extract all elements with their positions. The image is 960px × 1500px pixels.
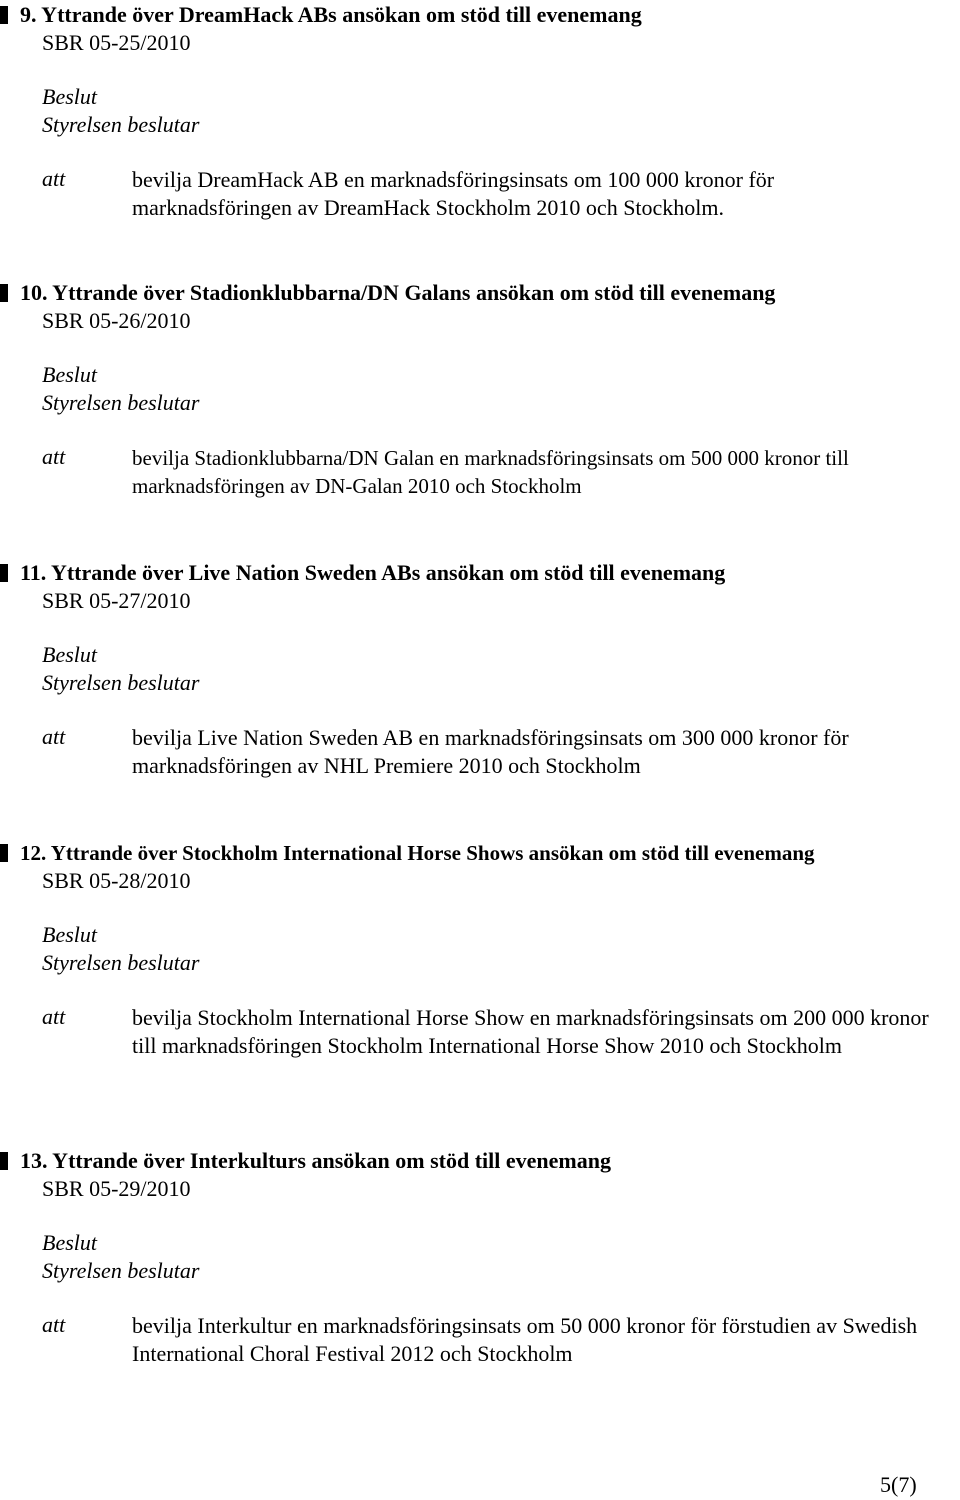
- board-decides-label: Styrelsen beslutar: [42, 1258, 200, 1283]
- decision-text: bevilja Live Nation Sweden AB en marknadsföringsinsats om 300 000 kronor för marknadsföringen av NHL Premiere 2010 och Stockholm: [132, 725, 849, 778]
- beslut-label: Beslut: [42, 1230, 97, 1255]
- item-reference: SBR 05-28/2010: [42, 868, 191, 893]
- att-label: att: [42, 724, 66, 749]
- bullet-marker: [0, 1152, 8, 1170]
- bullet-marker: [0, 844, 8, 862]
- item-heading: 10. Yttrande över Stadionklubbarna/DN Galans ansökan om stöd till evenemang: [20, 280, 776, 305]
- item-reference: SBR 05-29/2010: [42, 1176, 191, 1201]
- board-decides-label: Styrelsen beslutar: [42, 950, 200, 975]
- decision-text: bevilja Stockholm International Horse Show en marknadsföringsinsats om 200 000 kronor till marknadsföringen Stockholm International Horse Show 2010 och Stockholm: [132, 1005, 929, 1058]
- decision-text: bevilja Interkultur en marknadsföringsinsats om 50 000 kronor för förstudien av Swedish International Choral Festival 2012 och Stockholm: [132, 1313, 918, 1366]
- bullet-marker: [0, 284, 8, 302]
- item-reference: SBR 05-25/2010: [42, 30, 191, 55]
- item-reference: SBR 05-26/2010: [42, 308, 191, 333]
- att-label: att: [42, 1004, 66, 1029]
- page-number: 5(7): [880, 1472, 917, 1497]
- item-heading: 12. Yttrande över Stockholm International Horse Shows ansökan om stöd till evenemang: [20, 841, 815, 865]
- beslut-label: Beslut: [42, 642, 97, 667]
- board-decides-label: Styrelsen beslutar: [42, 112, 200, 137]
- bullet-marker: [0, 6, 8, 24]
- decision-text: bevilja DreamHack AB en marknadsföringsinsats om 100 000 kronor för marknadsföringen av DreamHack Stockholm 2010 och Stockholm.: [132, 167, 775, 220]
- beslut-label: Beslut: [42, 922, 97, 947]
- board-decides-label: Styrelsen beslutar: [42, 390, 200, 415]
- board-decides-label: Styrelsen beslutar: [42, 670, 200, 695]
- att-label: att: [42, 444, 66, 469]
- decision-text: bevilja Stadionklubbarna/DN Galan en marknadsföringsinsats om 500 000 kronor till marknadsföringen av DN-Galan 2010 och Stockholm: [132, 446, 849, 498]
- beslut-label: Beslut: [42, 362, 97, 387]
- item-heading: 13. Yttrande över Interkulturs ansökan om stöd till evenemang: [20, 1148, 611, 1173]
- item-heading: 11. Yttrande över Live Nation Sweden ABs ansökan om stöd till evenemang: [20, 560, 726, 585]
- item-reference: SBR 05-27/2010: [42, 588, 191, 613]
- att-label: att: [42, 166, 66, 191]
- item-heading: 9. Yttrande över DreamHack ABs ansökan om stöd till evenemang: [20, 2, 642, 27]
- beslut-label: Beslut: [42, 84, 97, 109]
- att-label: att: [42, 1312, 66, 1337]
- bullet-marker: [0, 564, 8, 582]
